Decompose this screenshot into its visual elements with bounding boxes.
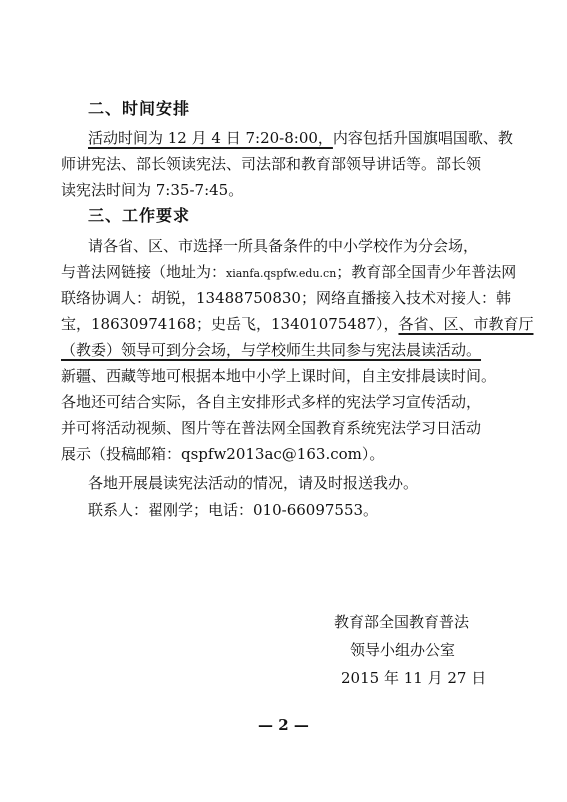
section-3-heading: 三、工作要求 <box>88 206 191 225</box>
paragraph-line <box>61 314 533 334</box>
website-url: xianfa.qspfw.edu.cn <box>226 267 337 280</box>
signature-date: 2015 年 11 月 27 日 <box>341 669 487 687</box>
underlined-text: 各省、区、市教育厅 <box>398 315 534 333</box>
page-number: — 2 — <box>258 716 309 734</box>
text-span: 宝，18630974168；史岳飞，13401075487）， <box>61 315 399 333</box>
paragraph-line: 各地开展晨读宪法活动的情况，请及时报送我办。 <box>88 474 419 492</box>
underlined-time: 活动时间为 12 月 4 日 7:20-8:00， <box>88 129 333 147</box>
paragraph-line: 师讲宪法、部长领读宪法、司法部和教育部领导讲话等。部长领 <box>61 155 482 173</box>
text-span: 与普法网链接（地址为： <box>61 263 227 281</box>
paragraph-line: 各地还可结合实际，各自主安排形式多样的宪法学习宣传活动， <box>61 393 482 411</box>
paragraph-line: 联络协调人：胡锐，13488750830；网络直播接入技术对接人：韩 <box>61 289 511 307</box>
underlined-text: （教委）领导可到分会场，与学校师生共同参与宪法晨读活动。 <box>61 341 482 359</box>
paragraph-line: 展示（投稿邮箱：qspfw2013ac@163.com）。 <box>61 445 385 463</box>
paragraph-line <box>88 128 513 148</box>
paragraph-line <box>61 340 481 360</box>
text-span: 内容包括升国旗唱国歌、教 <box>332 129 513 147</box>
signature-org-line-2: 领导小组办公室 <box>350 641 456 659</box>
paragraph-line: 请各省、区、市选择一所具备条件的中小学校作为分会场， <box>88 237 479 255</box>
text-span: ；教育部全国青少年普法网 <box>336 263 517 281</box>
signature-org-line-1: 教育部全国教育普法 <box>334 613 470 631</box>
contact-line: 联系人：翟刚学；电话：010-66097553。 <box>88 501 379 519</box>
paragraph-line <box>61 262 516 284</box>
paragraph-line: 读宪法时间为 7:35-7:45。 <box>61 181 244 199</box>
paragraph-line: 并可将活动视频、图片等在普法网全国教育系统宪法学习日活动 <box>61 419 482 437</box>
section-2-heading: 二、时间安排 <box>88 99 191 118</box>
paragraph-line: 新疆、西藏等地可根据本地中小学上课时间，自主安排晨读时间。 <box>61 367 497 385</box>
